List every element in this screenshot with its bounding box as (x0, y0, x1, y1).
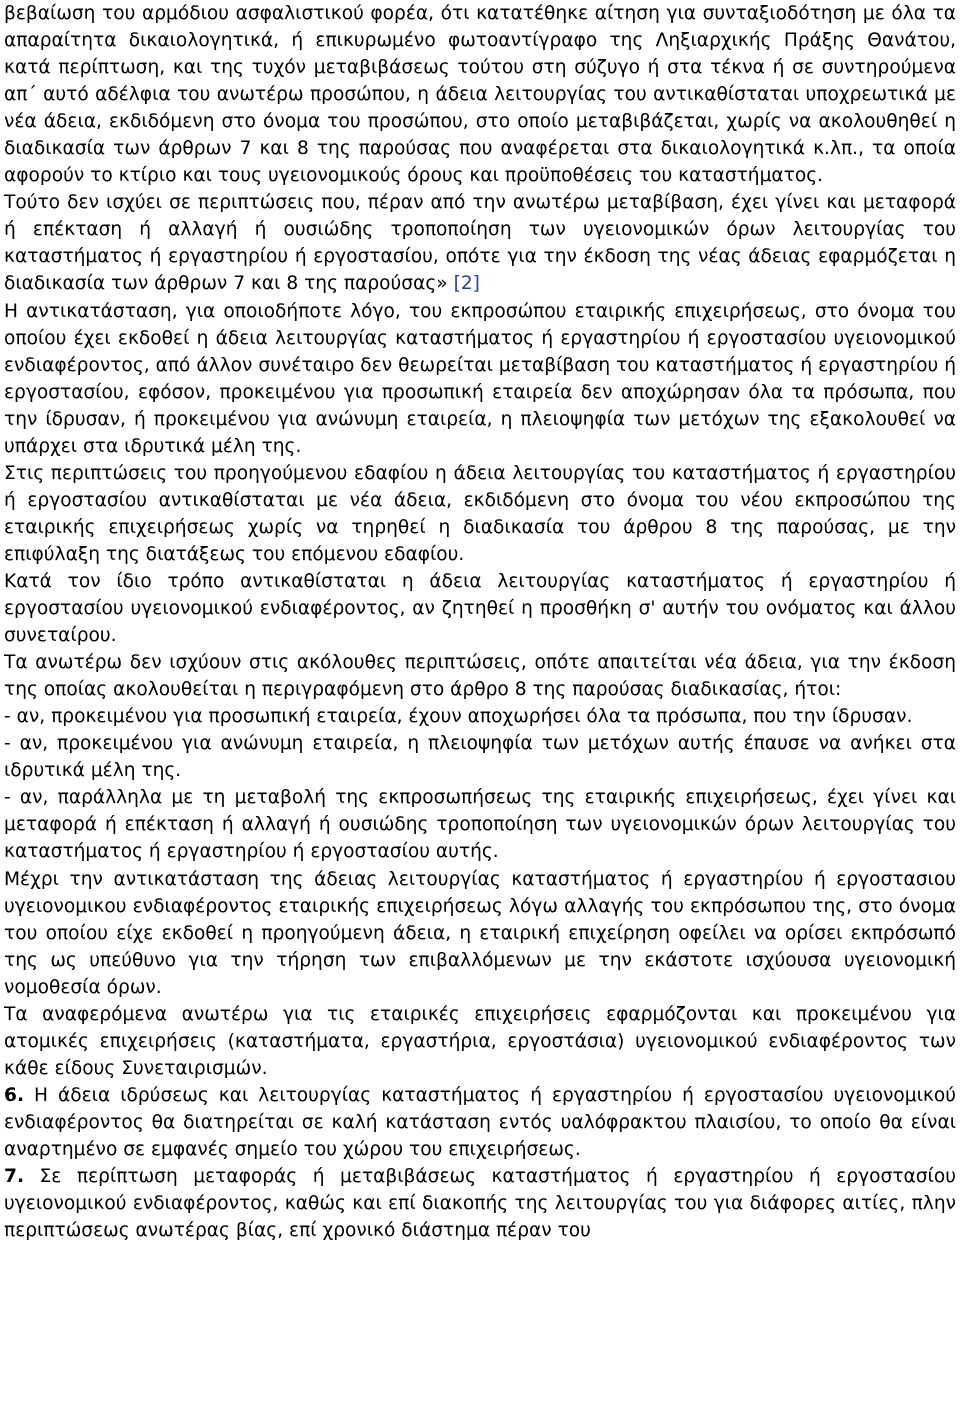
paragraph-6: Τα ανωτέρω δεν ισχύουν στις ακόλουθες περιπτώσεις, οπότε απαιτείται νέα άδεια, για την έκδοση της οποίας ακολουθείται η περιγραφόμενη στο άρθρο 8 της παρούσας διαδικασίας, ήτοι: (4, 652, 956, 701)
list-item-1: - αν, προκειμένου για προσωπική εταιρεία, έχουν αποχωρήσει όλα τα πρόσωπα, που την ίδρυσαν. (4, 706, 913, 728)
section-6-text: Η άδεια ιδρύσεως και λειτουργίας καταστήματος ή εργαστηρίου ή εργοστασίου υγειονομικού ενδιαφέροντος θα διατηρείται σε καλή κατάσταση εντός υαλόφρακτου πλαισίου, το οποίο θα είναι αναρτημένο σε εμφανές σημείο του χώρου του επιχειρήσεως. (4, 1084, 956, 1160)
paragraph-10: Μέχρι την αντικατάσταση της άδειας λειτουργίας καταστήματος ή εργαστηρίου ή εργοστασιου υγειονομικου ενδιαφέροντος εταιρικής επιχειρήσεως λόγω αλλαγής του εκπρόσωπου της, στο όνομα του οποίου είχε εκδοθεί η προηγούμενη άδεια, η εταιρική επιχείρηση οφείλει να ορίσει εκπρόσωπό της ως υπεύθυνο για την τήρηση των επιβαλλόμενων με την εκάστοτε ισχύουσα υγειονομική νομοθεσία όρων. (4, 868, 956, 998)
section-6 (4, 1082, 956, 1163)
section-7-number: 7. (4, 1166, 25, 1188)
paragraph-2 (4, 189, 956, 297)
section-6-number: 6. (4, 1084, 25, 1106)
document-page (4, 0, 956, 1244)
paragraph-5: Κατά τον ίδιο τρόπο αντικαθίσταται η άδεια λειτουργίας καταστήματος ή εργαστηρίου ή εργοστασίου υγειονομικού ενδιαφέροντος, αν ζητηθεί η προσθήκη σ' αυτήν του ονόματος και άλλου συνεταίρου. (4, 570, 956, 647)
paragraph-3: Η αντικατάσταση, για οποιοδήποτε λόγο, του εκπροσώπου εταιρικής επιχειρήσεως, στο όνομα του οποίου έχει εκδοθεί η άδεια λειτουργίας καταστήματος ή εργαστηρίου ή εργοστασίου υγειονομικού ενδιαφέροντος, από άλλον συνέταιρο δεν θεωρείται μεταβίβαση του καταστήματος ή εργαστηρίου ή εργοστασίου, εφόσον, προκειμένου για προσωπική εταιρεία δεν αποχώρησαν όλα τα πρόσωπα, που την ίδρυσαν, ή προκειμένου για ανώνυμη εταιρεία, η πλειοψηφία των μετόχων της εξακολουθεί να υπάρχει στα ιδρυτικά μέλη της. (4, 300, 956, 457)
paragraph-4: Στις περιπτώσεις του προηγούμενου εδαφίου η άδεια λειτουργίας του καταστήματος ή εργαστηρίου ή εργοστασίου αντικαθίσταται με νέα άδεια, εκδιδόμενη στο όνομα του νέου εκπροσώπου της εταιρικής επιχειρήσεως χωρίς να τηρηθεί η διαδικασία του άρθρου 8 της παρούσας, με την επιφύλαξη της διατάξεως του επόμενου εδαφίου. (4, 462, 956, 565)
section-7-text: Σε περίπτωση μεταφοράς ή μεταβιβάσεως καταστήματος ή εργαστηρίου ή εργοστασίου υγειονομικού ενδιαφέροντος, καθώς και επί διακοπής της λειτουργίας του για διάφορες αιτίες, πλην περιπτώσεως ανωτέρας βίας, επί χρονικό διάστημα πέραν του (4, 1166, 956, 1242)
list-item-2: - αν, προκειμένου για ανώνυμη εταιρεία, η πλειοψηφία των μετόχων αυτής έπαυσε να ανήκει στα ιδρυτικά μέλη της. (4, 733, 956, 782)
section-7 (4, 1163, 956, 1244)
paragraph-11: Τα αναφερόμενα ανωτέρω για τις εταιρικές επιχειρήσεις εφαρμόζονται και προκειμένου για ατομικές επιχειρήσεις (καταστήματα, εργαστήρια, εργοστάσια) υγειονομικού ενδιαφέροντος των κάθε είδους Συνεταιρισμών. (4, 1003, 956, 1079)
footnote-reference-link[interactable]: [2] (453, 273, 480, 295)
paragraph-2-text: Τούτο δεν ισχύει σε περιπτώσεις που, πέραν από την ανωτέρω μεταβίβαση, έχει γίνει και μεταφορά ή επέκταση ή αλλαγή ή ουσιώδης τροποποίηση των υγειονομικών όρων λειτουργίας του καταστήματος ή εργαστηρίου ή εργοστασίου, οπότε για την έκδοση της νέας άδειας εφαρμόζεται η διαδικασία των άρθρων 7 και 8 της παρούσας» (4, 192, 956, 295)
list-item-3: - αν, παράλληλα με τη μεταβολή της εκπροσωπήσεως της εταιρικής επιχειρήσεως, έχει γίνει και μεταφορά ή επέκταση ή αλλαγή ή ουσιώδης τροποποίηση των υγειονομικών όρων λειτουργίας του καταστήματος ή εργαστηρίου ή εργοστασίου αυτής. (4, 787, 956, 863)
paragraph-1: βεβαίωση του αρμόδιου ασφαλιστικού φορέα, ότι κατατέθηκε αίτηση για συνταξιοδότηση με όλα τα απαραίτητα δικαιολογητικά, ή επικυρωμένο φωτοαντίγραφο της Ληξιαρχικής Πράξης Θανάτου, κατά περίπτωση, και της τυχόν μεταβιβάσεως τούτου στη σύζυγο ή στα τέκνα ή σε συντηρούμενα απ΄ αυτό αδέλφια του ανωτέρω προσώπου, η άδεια λειτουργίας του αντικαθίσταται υποχρεωτικά με νέα άδεια, εκδιδόμενη στο όνομα του προσώπου, στο οποίο μεταβιβάζεται, χωρίς να ακολουθηθεί η διαδικασία των άρθρων 7 και 8 της παρούσας που αναφέρεται στα δικαιολογητικά κ.λπ., τα οποία αφορούν το κτίριο και τους υγειονομικούς όρους και προϋποθέσεις του καταστήματος. (4, 3, 956, 187)
